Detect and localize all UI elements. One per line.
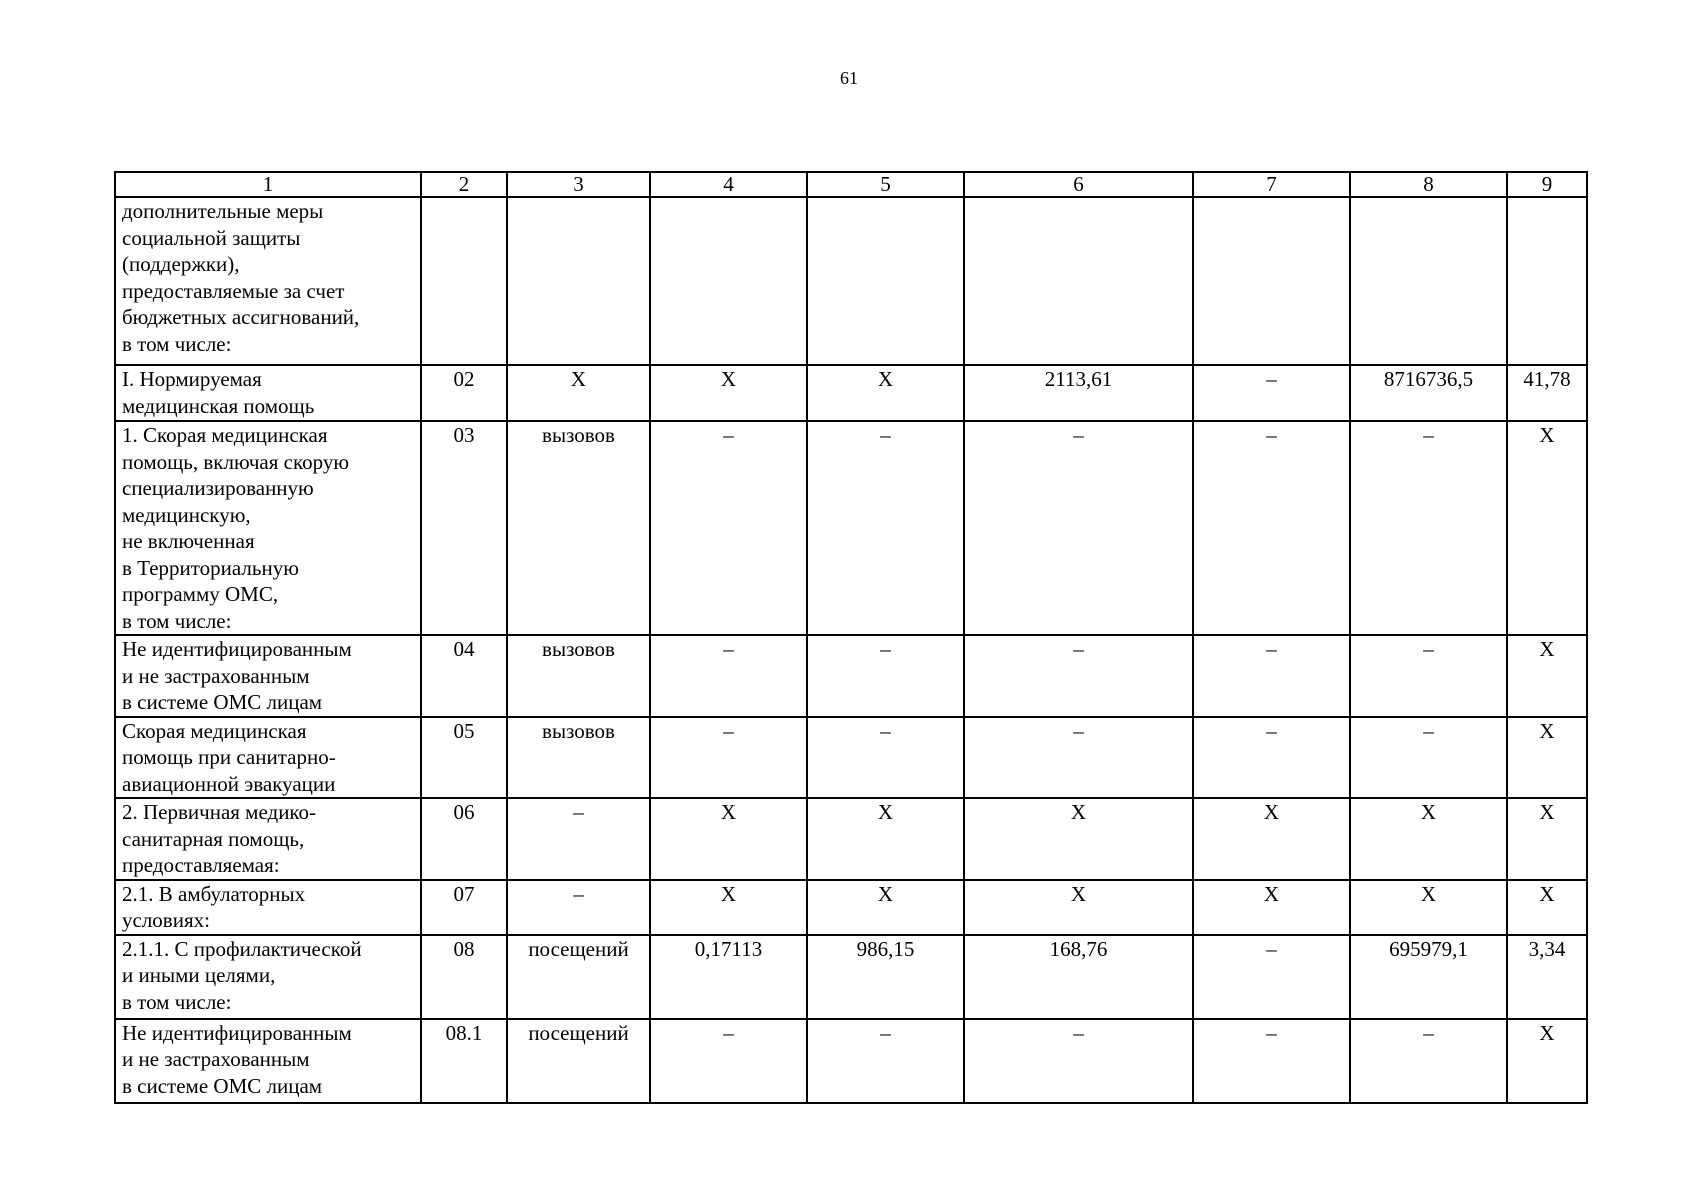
row-value-cell: – (807, 1019, 964, 1103)
row-code-cell: 08.1 (421, 1019, 507, 1103)
row-name-cell (115, 880, 421, 935)
row-value-cell: Х (650, 880, 807, 935)
table-row (115, 365, 1587, 421)
row-unit-cell: вызовов (507, 421, 650, 635)
row-name-text: I. Нормируемая медицинская помощь (122, 367, 315, 418)
row-value-cell: 168,76 (964, 935, 1193, 1019)
row-name-cell (115, 635, 421, 717)
row-code-cell: 02 (421, 365, 507, 421)
row-value-cell: 8716736,5 (1350, 365, 1507, 421)
table-row (115, 635, 1587, 717)
header-cell: 2 (421, 172, 507, 197)
row-name-cell (115, 935, 421, 1019)
row-value-cell: Х (1507, 798, 1587, 880)
row-value-cell (1507, 197, 1587, 365)
row-code-cell: 04 (421, 635, 507, 717)
row-unit-cell: Х (507, 365, 650, 421)
row-value-cell: Х (1507, 717, 1587, 799)
row-value-cell: 41,78 (1507, 365, 1587, 421)
header-cell: 1 (115, 172, 421, 197)
row-unit-cell: посещений (507, 1019, 650, 1103)
header-cell: 7 (1193, 172, 1350, 197)
row-value-cell: – (1193, 421, 1350, 635)
row-value-cell: – (964, 635, 1193, 717)
header-cell: 8 (1350, 172, 1507, 197)
row-value-cell: – (1350, 717, 1507, 799)
row-value-cell: Х (807, 880, 964, 935)
row-name-cell (115, 717, 421, 799)
row-value-cell: 0,17113 (650, 935, 807, 1019)
row-unit-cell (507, 197, 650, 365)
table-row (115, 717, 1587, 799)
row-value-cell: – (1350, 635, 1507, 717)
row-name-cell (115, 365, 421, 421)
row-value-cell: – (807, 421, 964, 635)
row-name-text: Скорая медицинская помощь при санитарно- авиационной эвакуации (122, 718, 336, 796)
header-cell: 3 (507, 172, 650, 197)
row-value-cell: – (1350, 421, 1507, 635)
row-name-cell (115, 1019, 421, 1103)
header-cell: 4 (650, 172, 807, 197)
row-value-cell: – (807, 635, 964, 717)
row-value-cell: 986,15 (807, 935, 964, 1019)
row-value-cell: – (650, 1019, 807, 1103)
row-code-cell: 05 (421, 717, 507, 799)
table-row (115, 798, 1587, 880)
row-code-cell (421, 197, 507, 365)
row-value-cell: Х (1350, 798, 1507, 880)
row-name-text: Не идентифицированным и не застрахованным в системе ОМС лицам (122, 1020, 352, 1098)
row-value-cell: Х (1507, 635, 1587, 717)
row-value-cell: – (1193, 635, 1350, 717)
row-code-cell: 06 (421, 798, 507, 880)
row-value-cell: Х (1193, 880, 1350, 935)
table-row (115, 880, 1587, 935)
row-value-cell: – (1193, 935, 1350, 1019)
row-value-cell: 695979,1 (1350, 935, 1507, 1019)
row-value-cell: Х (964, 798, 1193, 880)
table-row (115, 935, 1587, 1019)
row-value-cell (650, 197, 807, 365)
header-cell: 6 (964, 172, 1193, 197)
row-value-cell (1193, 197, 1350, 365)
row-value-cell: Х (964, 880, 1193, 935)
row-value-cell: Х (1350, 880, 1507, 935)
row-name-text: 2. Первичная медико- санитарная помощь, предоставляемая: (122, 800, 317, 877)
row-value-cell: – (1350, 1019, 1507, 1103)
row-value-cell: Х (807, 798, 964, 880)
row-name-text: дополнительные меры социальной защиты (поддержки), предоставляемые за счет бюджетных ассигнований, в том числе: (122, 199, 360, 356)
header-cell: 5 (807, 172, 964, 197)
row-code-cell: 03 (421, 421, 507, 635)
row-name-text: 2.1.1. С профилактической и иными целями, в том числе: (122, 936, 362, 1014)
row-value-cell: – (807, 717, 964, 799)
row-value-cell (1350, 197, 1507, 365)
row-unit-cell: – (507, 798, 650, 880)
row-value-cell: – (964, 1019, 1193, 1103)
header-cell: 9 (1507, 172, 1587, 197)
row-value-cell (807, 197, 964, 365)
row-value-cell: – (650, 421, 807, 635)
row-unit-cell: – (507, 880, 650, 935)
row-value-cell: 3,34 (1507, 935, 1587, 1019)
row-value-cell: Х (1193, 798, 1350, 880)
table-header-row (115, 172, 1587, 197)
row-value-cell: – (1193, 717, 1350, 799)
row-value-cell: – (1193, 1019, 1350, 1103)
row-unit-cell: посещений (507, 935, 650, 1019)
row-value-cell: Х (807, 365, 964, 421)
row-code-cell: 07 (421, 880, 507, 935)
row-value-cell: Х (650, 798, 807, 880)
row-value-cell: – (650, 717, 807, 799)
row-name-cell (115, 197, 421, 365)
data-table (114, 171, 1588, 1104)
table-row (115, 1019, 1587, 1103)
row-value-cell: 2113,61 (964, 365, 1193, 421)
row-value-cell: Х (1507, 880, 1587, 935)
row-unit-cell: вызовов (507, 635, 650, 717)
row-value-cell: Х (1507, 421, 1587, 635)
page-number: 61 (840, 68, 858, 88)
row-value-cell: Х (1507, 1019, 1587, 1103)
row-name-text: 2.1. В амбулаторных условиях: (122, 881, 306, 932)
row-value-cell: – (650, 635, 807, 717)
row-name-cell (115, 798, 421, 880)
row-value-cell: Х (650, 365, 807, 421)
row-code-cell: 08 (421, 935, 507, 1019)
row-value-cell: – (964, 421, 1193, 635)
row-value-cell: – (964, 717, 1193, 799)
row-name-text: Не идентифицированным и не застрахованным в системе ОМС лицам (122, 637, 352, 714)
row-unit-cell: вызовов (507, 717, 650, 799)
row-value-cell: – (1193, 365, 1350, 421)
table-row (115, 197, 1587, 365)
row-value-cell (964, 197, 1193, 365)
row-name-cell (115, 421, 421, 635)
row-name-text: 1. Скорая медицинская помощь, включая скорую специализированную медицинскую, не включенная в Территориальную программу ОМС, в том числе: (122, 423, 350, 633)
table-row (115, 421, 1587, 635)
